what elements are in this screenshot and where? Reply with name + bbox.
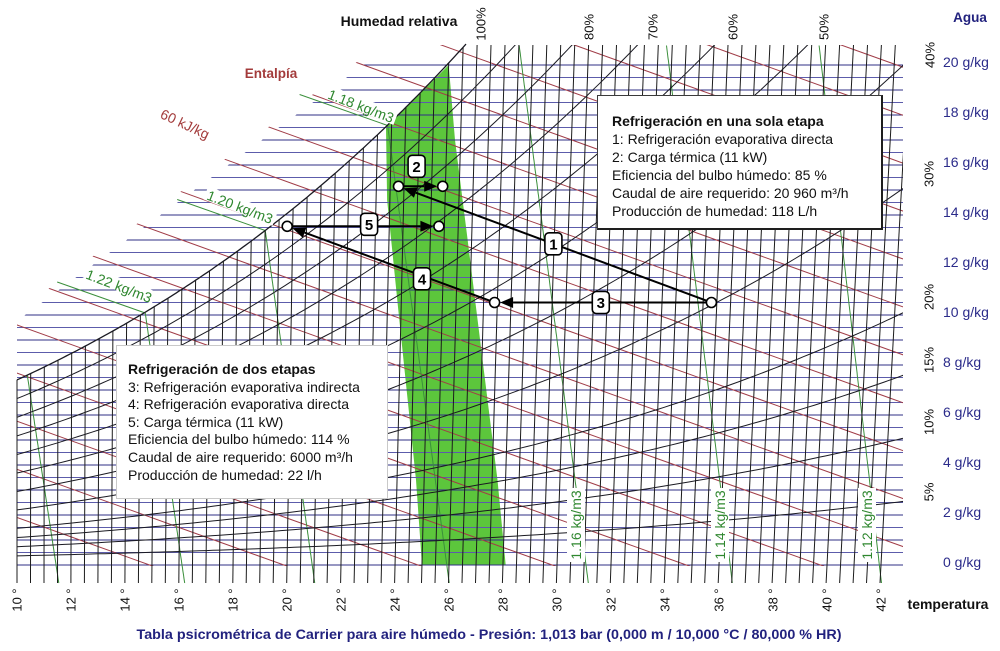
rh-label-10: 10% bbox=[921, 408, 937, 436]
rh-label-70: 70% bbox=[645, 13, 661, 41]
step-label-5: 5 bbox=[364, 216, 374, 234]
step-label-3: 3 bbox=[596, 295, 605, 312]
rh-label-80: 80% bbox=[581, 13, 597, 41]
density-label-text: 1.18 kg/m3 bbox=[325, 86, 397, 126]
rh-label-5: 5% bbox=[921, 482, 937, 502]
single-stage-line: Caudal de aire requerido: 20 960 m³/h bbox=[612, 185, 849, 201]
temperature-tick-label: 30 ° bbox=[549, 588, 565, 612]
step-label-2: 2 bbox=[412, 158, 421, 176]
temperature-tick-label: 28 ° bbox=[495, 588, 511, 612]
single-stage-line: Eficiencia del bulbo húmedo: 85 % bbox=[612, 167, 827, 183]
humidity-tick-label: 12 g/kg bbox=[943, 254, 989, 270]
state-point-marker bbox=[282, 221, 292, 231]
temperature-tick-label: 42 ° bbox=[873, 588, 889, 612]
state-point-marker bbox=[394, 181, 404, 191]
temperature-line bbox=[71, 353, 72, 583]
single-stage-line: 2: Carga térmica (11 kW) bbox=[612, 149, 768, 165]
rh-axis-title: Humedad relativa bbox=[340, 13, 458, 29]
density-label-text: 1.12 kg/m3 bbox=[859, 490, 875, 560]
single-stage-info-box bbox=[597, 95, 883, 230]
temperature-tick-label: 34 ° bbox=[657, 588, 673, 612]
humidity-tick-label: 20 g/kg bbox=[943, 54, 989, 70]
density-label-1-12 bbox=[858, 488, 876, 562]
humidity-tick-label: 10 g/kg bbox=[943, 304, 989, 320]
humidity-tick-label: 4 g/kg bbox=[943, 454, 982, 470]
two-stage-line: Producción de humedad: 22 l/h bbox=[128, 466, 322, 483]
temperature-axis-title: temperatura bbox=[907, 596, 989, 612]
density-label-1-18 bbox=[324, 85, 399, 126]
temperature-line bbox=[84, 346, 85, 583]
humidity-tick-label: 14 g/kg bbox=[943, 204, 989, 220]
enthalpy-axis-title: Entalpía bbox=[244, 66, 298, 81]
rh-label-100: 100% bbox=[473, 7, 489, 41]
temperature-tick-label: 18 ° bbox=[225, 588, 241, 612]
temperature-tick-label: 22 ° bbox=[333, 588, 349, 612]
state-point-marker bbox=[490, 298, 500, 308]
temperature-tick-label: 16 ° bbox=[171, 588, 187, 612]
temperature-tick-label: 10 ° bbox=[9, 588, 25, 612]
enthalpy-value-label: 60 kJ/kg bbox=[157, 105, 213, 143]
temperature-tick-label: 26 ° bbox=[441, 588, 457, 612]
state-point-marker bbox=[706, 298, 716, 308]
rh-label-30: 30% bbox=[921, 160, 937, 188]
temperature-tick-label: 36 ° bbox=[711, 588, 727, 612]
density-label-text: 1.22 kg/m3 bbox=[83, 266, 155, 306]
single-stage-line: Producción de humedad: 118 L/h bbox=[612, 203, 818, 219]
two-stage-line: 3: Refrigeración evaporativa indirecta bbox=[128, 378, 360, 395]
two-stage-line: Caudal de aire requerido: 6000 m³/h bbox=[128, 448, 353, 465]
density-label-1-14 bbox=[711, 488, 729, 562]
rh-label-50: 50% bbox=[816, 13, 832, 41]
temperature-line bbox=[111, 331, 113, 583]
temperature-tick-label: 24 ° bbox=[387, 588, 403, 612]
state-point-marker bbox=[438, 181, 448, 191]
two-stage-line: 4: Refrigeración evaporativa directa bbox=[128, 396, 350, 413]
humidity-tick-label: 2 g/kg bbox=[943, 504, 982, 520]
density-label-1-16 bbox=[567, 488, 585, 562]
water-axis-title: Agua bbox=[953, 10, 987, 25]
temperature-tick-label: 12 ° bbox=[63, 588, 79, 612]
temperature-line bbox=[98, 339, 99, 583]
humidity-tick-label: 8 g/kg bbox=[943, 354, 982, 370]
temperature-tick-label: 32 ° bbox=[603, 588, 619, 612]
temperature-tick-label: 20 ° bbox=[279, 588, 295, 612]
density-label-text: 1.14 kg/m3 bbox=[712, 490, 728, 560]
single-stage-line: 1: Refrigeración evaporativa directa bbox=[612, 131, 834, 147]
step-label-4: 4 bbox=[417, 271, 427, 289]
rh-label-20: 20% bbox=[921, 283, 937, 311]
humidity-tick-label: 6 g/kg bbox=[943, 404, 982, 420]
rh-label-40: 40% bbox=[922, 41, 938, 69]
two-stage-title: Refrigeración de dos etapas bbox=[128, 361, 316, 377]
step-label-1: 1 bbox=[549, 236, 558, 254]
temperature-tick-label: 38 ° bbox=[765, 588, 781, 612]
density-label-text: 1.20 kg/m3 bbox=[204, 187, 276, 227]
rh-label-60: 60% bbox=[725, 13, 741, 41]
temperature-tick-label: 40 ° bbox=[819, 588, 835, 612]
arrowhead-icon bbox=[500, 297, 513, 308]
single-stage-title: Refrigeración en una sola etapa bbox=[612, 113, 824, 129]
humidity-tick-label: 16 g/kg bbox=[943, 154, 989, 170]
two-stage-line: 5: Carga térmica (11 kW) bbox=[128, 413, 284, 430]
two-stage-info-box bbox=[116, 345, 388, 499]
humidity-tick-label: 18 g/kg bbox=[943, 104, 989, 120]
temperature-line bbox=[58, 360, 59, 583]
state-point-marker bbox=[434, 221, 444, 231]
humidity-tick-label: 0 g/kg bbox=[943, 554, 982, 570]
two-stage-line: Eficiencia del bulbo húmedo: 114 % bbox=[128, 431, 350, 448]
density-label-text: 1.16 kg/m3 bbox=[568, 490, 584, 560]
temperature-tick-label: 14 ° bbox=[117, 588, 133, 612]
chart-footer-title: Tabla psicrométrica de Carrier para aire húmedo - Presión: 1,013 bar (0,000 m / 10,000 °C / 80,000 % HR) bbox=[136, 627, 842, 642]
density-line bbox=[27, 376, 58, 584]
rh-label-15: 15% bbox=[921, 346, 937, 374]
density-label-1-22 bbox=[82, 265, 157, 306]
